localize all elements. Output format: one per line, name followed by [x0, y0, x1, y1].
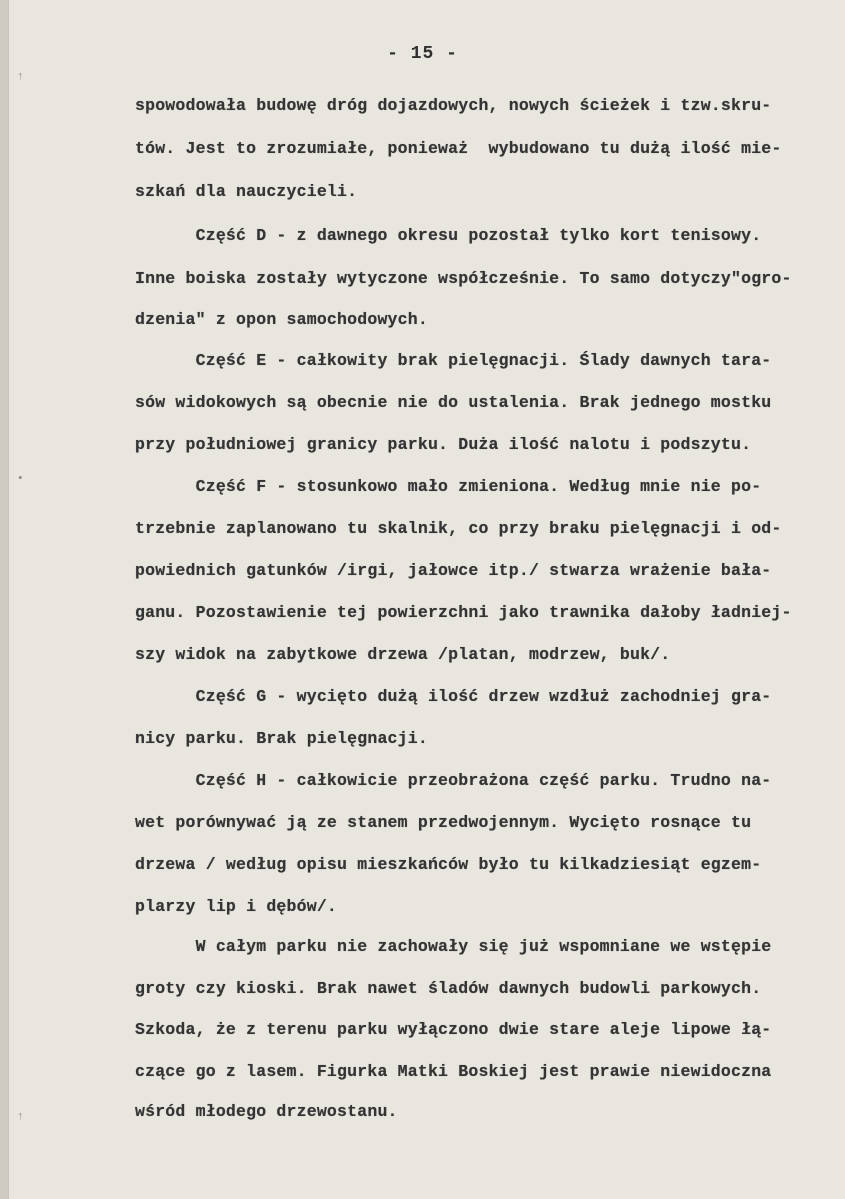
punch-hole-mark: ↑: [17, 71, 24, 83]
text-line: trzebnie zaplanowano tu skalnik, co przy braku pielęgnacji i od-: [135, 519, 782, 538]
punch-hole-mark: ↑: [17, 1111, 24, 1123]
text-line: przy południowej granicy parku. Duża ilość nalotu i podszytu.: [135, 435, 752, 454]
text-line: szkań dla nauczycieli.: [135, 182, 358, 201]
text-line: drzewa / według opisu mieszkańców było tu kilkadziesiąt egzem-: [135, 855, 762, 874]
text-line: nicy parku. Brak pielęgnacji.: [135, 729, 428, 748]
text-line: szy widok na zabytkowe drzewa /platan, modrzew, buk/.: [135, 645, 671, 664]
punch-hole-mark: •: [17, 473, 24, 485]
text-line: spowodowała budowę dróg dojazdowych, nowych ścieżek i tzw.skru-: [135, 96, 772, 115]
text-line: wśród młodego drzewostanu.: [135, 1102, 398, 1121]
text-line: Część E - całkowity brak pielęgnacji. Ślady dawnych tara-: [135, 351, 772, 370]
text-line: plarzy lip i dębów/.: [135, 897, 338, 916]
text-line: Część F - stosunkowo mało zmieniona. Według mnie nie po-: [135, 477, 762, 496]
text-line: Część D - z dawnego okresu pozostał tylko kort tenisowy.: [135, 226, 762, 245]
text-line: Część H - całkowicie przeobrażona część parku. Trudno na-: [135, 771, 772, 790]
page-number: - 15 -: [387, 44, 458, 64]
text-line: powiednich gatunków /irgi, jałowce itp./ stwarza wrażenie bała-: [135, 561, 772, 580]
text-line: ganu. Pozostawienie tej powierzchni jako trawnika dałoby ładniej-: [135, 603, 792, 622]
text-line: czące go z lasem. Figurka Matki Boskiej jest prawie niewidoczna: [135, 1062, 772, 1081]
binding-strip: [0, 0, 8, 1199]
text-line: groty czy kioski. Brak nawet śladów dawnych budowli parkowych.: [135, 979, 762, 998]
text-line: tów. Jest to zrozumiałe, ponieważ wybudowano tu dużą ilość mie-: [135, 139, 782, 158]
text-line: dzenia" z opon samochodowych.: [135, 310, 428, 329]
text-line: Szkoda, że z terenu parku wyłączono dwie stare aleje lipowe łą-: [135, 1020, 772, 1039]
text-line: Inne boiska zostały wytyczone współcześnie. To samo dotyczy"ogro-: [135, 269, 792, 288]
text-line: W całym parku nie zachowały się już wspomniane we wstępie: [135, 937, 772, 956]
text-line: Część G - wycięto dużą ilość drzew wzdłuż zachodniej gra-: [135, 687, 772, 706]
text-line: sów widokowych są obecnie nie do ustalenia. Brak jednego mostku: [135, 393, 772, 412]
text-line: wet porównywać ją ze stanem przedwojennym. Wycięto rosnące tu: [135, 813, 752, 832]
